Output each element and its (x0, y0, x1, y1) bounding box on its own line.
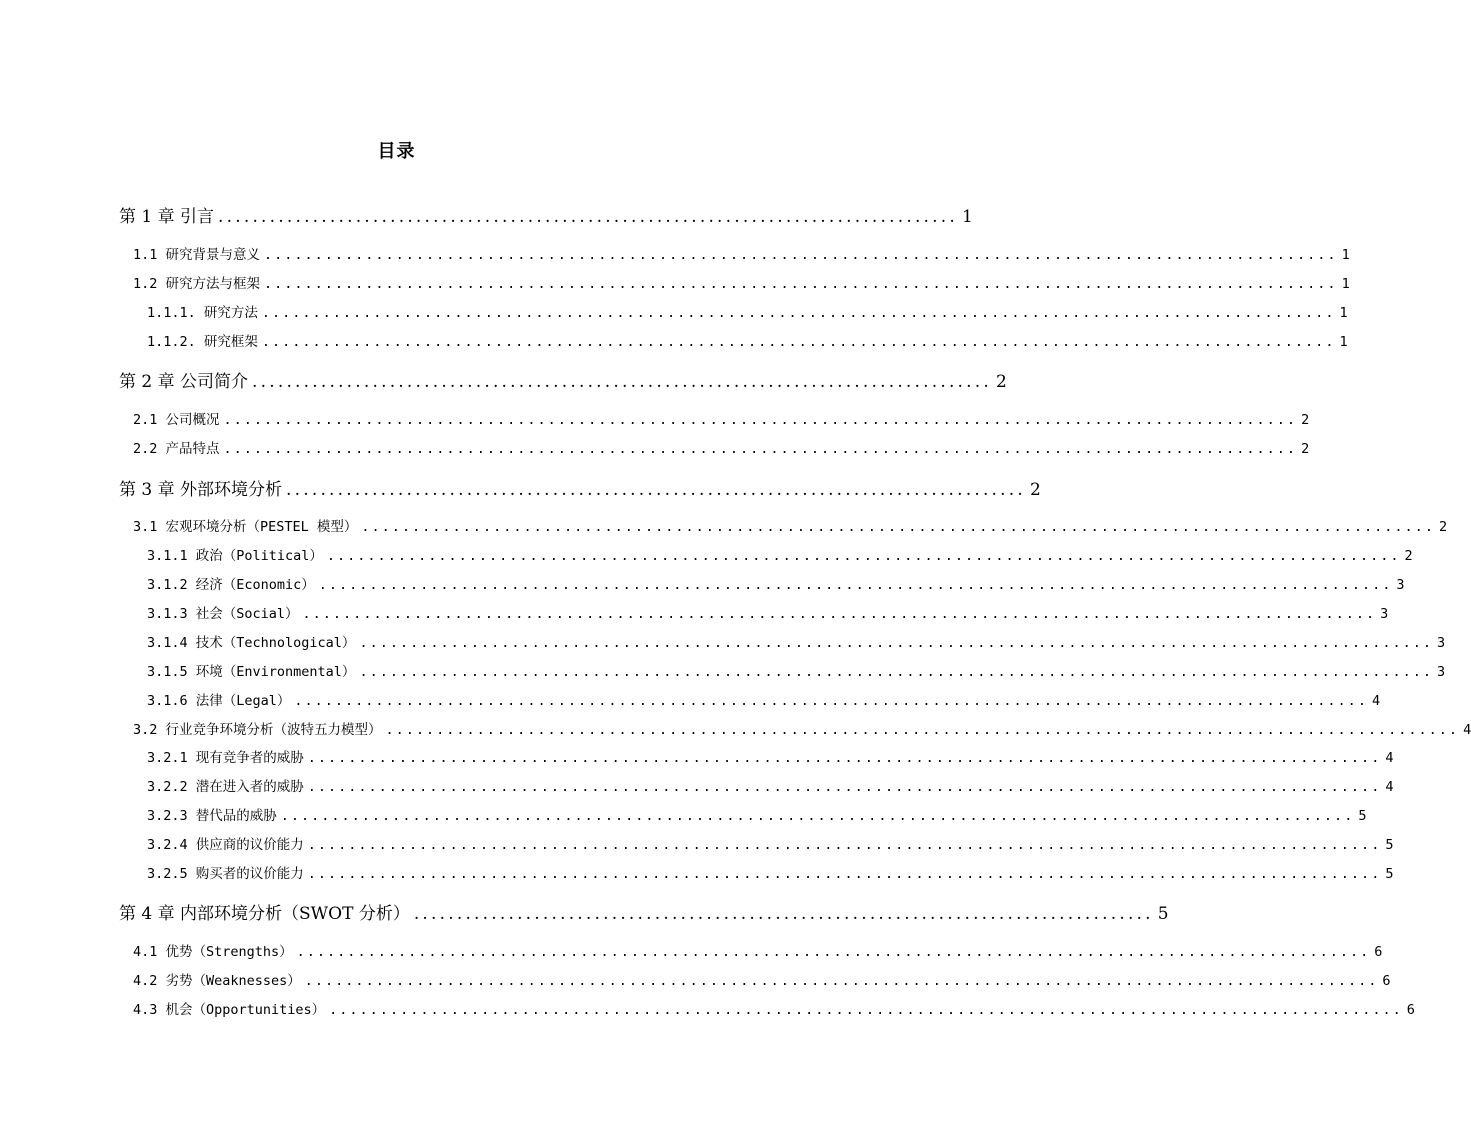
dot-leader: .......................................................................................................... (307, 779, 1382, 795)
toc-entry-page: 2 (1438, 519, 1448, 535)
toc-entry-chapter-2[interactable] (119, 367, 1007, 392)
toc-entry-3-2-4[interactable] (147, 833, 1394, 853)
toc-entry-page: 5 (1385, 837, 1394, 853)
toc-entry-label: 3.1.4 技术（Technological） (147, 635, 356, 651)
toc-entry-chapter-1[interactable] (119, 202, 973, 227)
dot-leader: .......................................................................................................... (359, 635, 1433, 651)
toc-entry-page: 2 (1301, 441, 1310, 457)
toc-entry-chapter-3[interactable] (119, 475, 1041, 500)
toc-entry-3-2-5[interactable] (147, 862, 1394, 882)
toc-entry-label: 3.1.3 社会（Social） (147, 606, 299, 622)
dot-leader: .......................................................................................................... (385, 722, 1460, 738)
dot-leader: .......................................................................................................... (359, 664, 1433, 680)
dot-leader: .......................................................................................................... (307, 866, 1382, 882)
toc-entry-1-1[interactable] (133, 243, 1350, 263)
toc-entry-label: 4.1 优势（Strengths） (133, 944, 293, 960)
dot-leader: .......................................................................................................... (264, 276, 1338, 292)
toc-entry-label: 3.1.2 经济（Economic） (147, 577, 315, 593)
toc-entry-page: 6 (1382, 973, 1391, 989)
toc-entry-label: 1.1 研究背景与意义 (133, 247, 261, 263)
toc-entry-4-1[interactable] (133, 940, 1383, 960)
toc-entry-label: 1.1.1. 研究方法 (147, 305, 258, 321)
dot-leader: .......................................................................................................... (280, 808, 1355, 824)
toc-entry-page: 2 (1029, 480, 1041, 500)
dot-leader: .......................................................................................................... (307, 837, 1382, 853)
toc-entry-3-2-2[interactable] (147, 775, 1394, 795)
dot-leader: ...................................................................................... (286, 480, 1026, 500)
toc-entry-label: 3.2.3 替代品的威胁 (147, 808, 277, 824)
toc-entry-3-1-5[interactable] (147, 660, 1446, 680)
toc-entry-label: 3.1.5 环境（Environmental） (147, 664, 356, 680)
dot-leader: .......................................................................................................... (326, 548, 1401, 564)
toc-entry-label: 3.1.1 政治（Political） (147, 548, 323, 564)
toc-entry-label: 第 1 章 引言 (119, 207, 215, 227)
toc-entry-label: 3.2.5 购买者的议价能力 (147, 866, 304, 882)
toc-entry-page: 5 (1358, 808, 1367, 824)
toc-entry-page: 3 (1436, 635, 1446, 651)
toc-entry-3-1-2[interactable] (147, 573, 1405, 593)
dot-leader: .......................................................................................................... (261, 334, 1336, 350)
toc-entry-label: 4.3 机会（Opportunities） (133, 1002, 326, 1018)
toc-entry-label: 1.2 研究方法与框架 (133, 276, 261, 292)
toc-entry-label: 4.2 劣势（Weaknesses） (133, 973, 301, 989)
toc-entry-label: 第 2 章 公司简介 (119, 372, 249, 392)
toc-entry-3-1-6[interactable] (147, 689, 1381, 709)
dot-leader: .......................................................................................................... (294, 693, 1368, 709)
toc-entry-3-2-1[interactable] (147, 746, 1394, 766)
toc-entry-page: 1 (1339, 334, 1348, 350)
toc-entry-page: 3 (1436, 664, 1446, 680)
toc-entry-page: 2 (1301, 412, 1310, 428)
dot-leader: ...................................................................................... (252, 372, 992, 392)
toc-entry-label: 3.2.1 现有竞争者的威胁 (147, 750, 304, 766)
toc-entry-3-1[interactable] (133, 515, 1448, 535)
dot-leader: .......................................................................................................... (302, 606, 1377, 622)
toc-entry-1-1-2[interactable] (147, 330, 1348, 350)
toc-entry-1-2[interactable] (133, 272, 1350, 292)
toc-entry-page: 5 (1385, 866, 1394, 882)
toc-entry-label: 第 4 章 内部环境分析（SWOT 分析） (119, 904, 410, 924)
toc-entry-label: 2.1 公司概况 (133, 412, 220, 428)
toc-entry-4-3[interactable] (133, 998, 1415, 1018)
dot-leader: ...................................................................................... (413, 904, 1154, 924)
toc-entry-label: 3.2.4 供应商的议价能力 (147, 837, 304, 853)
toc-entry-page: 6 (1374, 944, 1383, 960)
toc-entry-page: 3 (1380, 606, 1389, 622)
toc-entry-page: 5 (1157, 904, 1169, 924)
dot-leader: .......................................................................................................... (223, 441, 1298, 457)
toc-entry-label: 3.2.2 潜在进入者的威胁 (147, 779, 304, 795)
dot-leader: .......................................................................................................... (296, 944, 1371, 960)
toc-entry-page: 1 (1341, 247, 1350, 263)
toc-entry-3-2-3[interactable] (147, 804, 1367, 824)
toc-entry-3-1-4[interactable] (147, 631, 1446, 651)
toc-entry-page: 6 (1406, 1002, 1415, 1018)
toc-entry-label: 第 3 章 外部环境分析 (119, 480, 283, 500)
toc-entry-label: 1.1.2. 研究框架 (147, 334, 258, 350)
toc-entry-label: 3.1.6 法律（Legal） (147, 693, 291, 709)
toc-entry-3-2[interactable] (133, 718, 1471, 738)
toc-entry-page: 2 (1404, 548, 1413, 564)
toc-entry-page: 4 (1371, 693, 1381, 709)
dot-leader: .......................................................................................................... (264, 247, 1338, 263)
dot-leader: .......................................................................................................... (223, 412, 1298, 428)
toc-entry-page: 4 (1385, 779, 1394, 795)
toc-entry-page: 3 (1396, 577, 1405, 593)
toc-entry-chapter-4[interactable] (119, 899, 1169, 924)
dot-leader: .......................................................................................................... (318, 577, 1393, 593)
toc-entry-page: 1 (1341, 276, 1350, 292)
toc-entry-page: 1 (961, 207, 973, 227)
toc-entry-page: 4 (1463, 722, 1471, 738)
toc-title: 目录 (377, 141, 416, 162)
toc-entry-2-2[interactable] (133, 437, 1310, 457)
dot-leader: ...................................................................................... (218, 207, 958, 227)
toc-entry-label: 3.2 行业竞争环境分析（波特五力模型） (133, 722, 382, 738)
toc-entry-label: 2.2 产品特点 (133, 441, 220, 457)
dot-leader: .......................................................................................................... (361, 519, 1435, 535)
toc-entry-4-2[interactable] (133, 969, 1391, 989)
toc-entry-1-1-1[interactable] (147, 301, 1348, 321)
toc-entry-page: 1 (1339, 305, 1348, 321)
toc-entry-2-1[interactable] (133, 408, 1310, 428)
dot-leader: .......................................................................................................... (307, 750, 1382, 766)
dot-leader: .......................................................................................................... (304, 973, 1379, 989)
toc-entry-3-1-3[interactable] (147, 602, 1389, 622)
toc-entry-page: 4 (1385, 750, 1394, 766)
dot-leader: .......................................................................................................... (329, 1002, 1403, 1018)
toc-entry-page: 2 (995, 372, 1007, 392)
toc-entry-3-1-1[interactable] (147, 544, 1413, 564)
dot-leader: .......................................................................................................... (261, 305, 1336, 321)
toc-entry-label: 3.1 宏观环境分析（PESTEL 模型） (133, 519, 358, 535)
